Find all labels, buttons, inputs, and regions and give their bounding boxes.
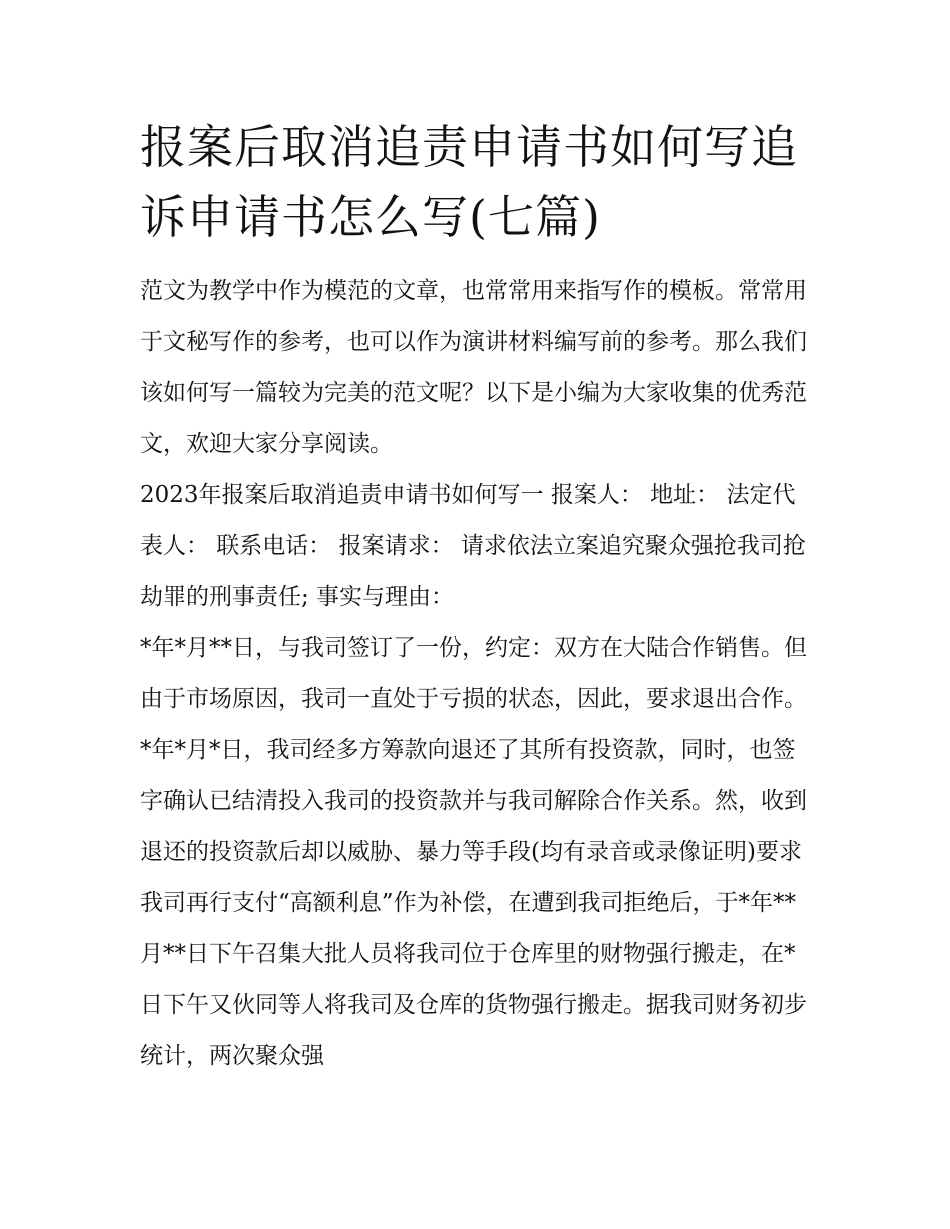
report-header-paragraph: 2023年报案后取消追责申请书如何写一 报案人： 地址： 法定代表人： 联系电话： 报案请求： 请求依法立案追究聚众强抢我司抢劫罪的刑事责任; 事实与理由：: [140, 482, 806, 610]
document-title: 报案后取消追责申请书如何写追诉申请书怎么写(七篇): [140, 120, 798, 244]
intro-paragraph: 范文为教学中作为模范的文章，也常常用来指写作的模板。常常用于文秘写作的参考，也可以作为演讲材料编写前的参考。那么我们该如何写一篇较为完美的范文呢？以下是小编为大家收集的优秀范文，欢迎大家分享阅读。: [140, 278, 807, 457]
document-body: [140, 266, 812, 1082]
document-page: [140, 112, 812, 1082]
facts-paragraph: *年*月**日，与我司签订了一份，约定：双方在大陆合作销售。但由于市场原因，我司一直处于亏损的状态，因此，要求退出合作。*年*月*日，我司经多方筹款向退还了其所有投资款，同时，也签字确认已结清投入我司的投资款并与我司解除合作关系。然，收到退还的投资款后却以威胁、暴力等手段(均有录音或录像证明)要求我司再行支付“高额利息”作为补偿，在遭到我司拒绝后，于*年**月**日下午召集大批人员将我司位于仓库里的财物强行搬走，在*日下午又伙同等人将我司及仓库的货物强行搬走。据我司财务初步统计，两次聚众强: [140, 635, 807, 1069]
